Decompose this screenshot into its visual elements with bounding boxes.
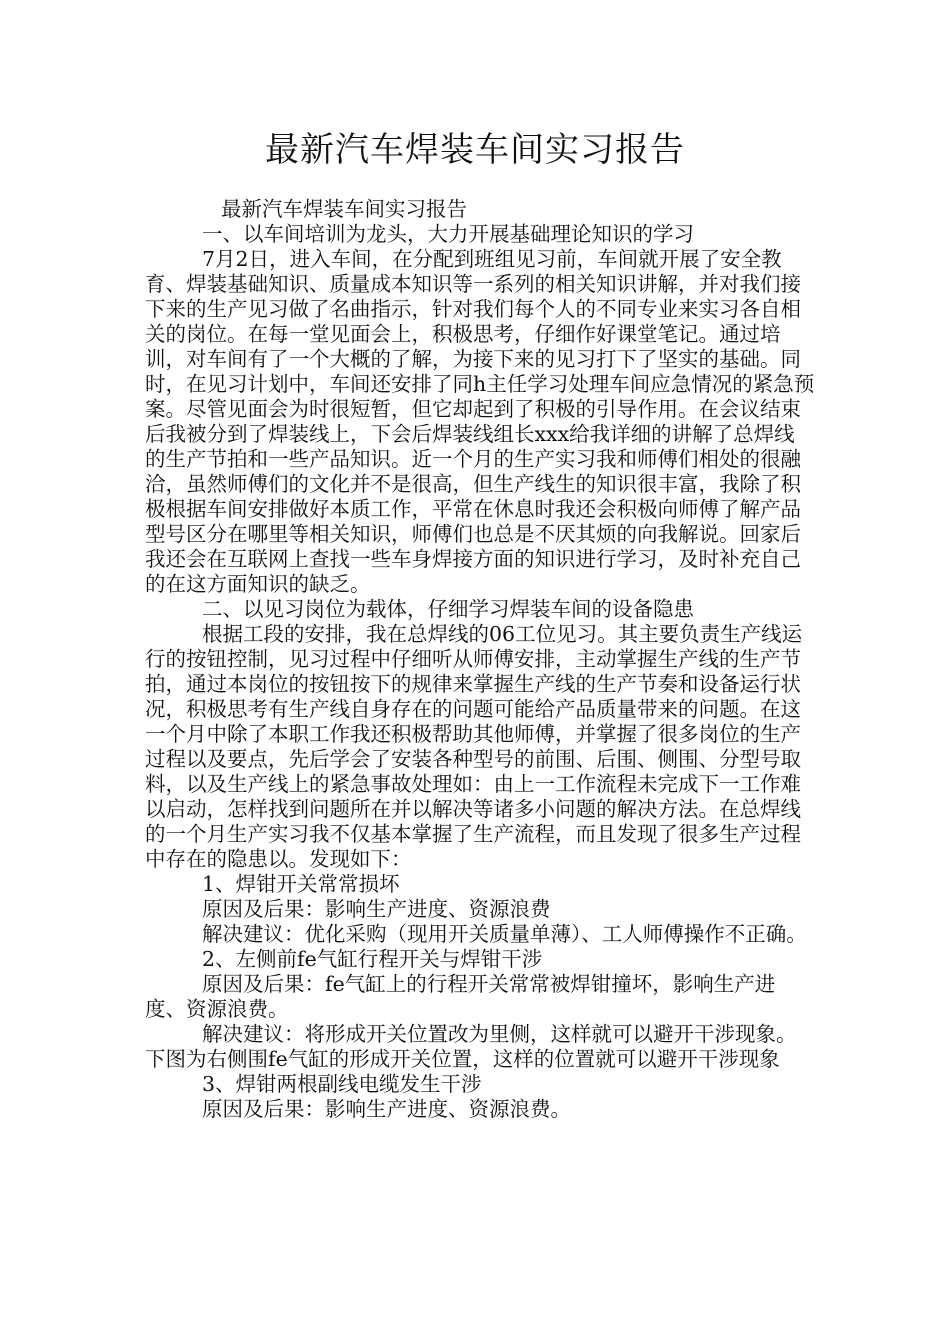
subtitle-paragraph: 最新汽车焊装车间实习报告 xyxy=(221,197,467,221)
issue-suggestion-1: 解决建议：优化采购（现用开关质量单薄）、工人师傅操作不正确。 xyxy=(202,922,807,946)
issue-heading-2: 2、左侧前fe气缸行程开关与焊钳干涉 xyxy=(202,947,543,971)
body-paragraph: 7月2日，进入车间，在分配到班组见习前，车间就开展了安全教育、焊装基础知识、质量成本知识等一系列的相关知识讲解，并对我们接下来的生产见习做了名曲指示，针对我们每个人的不同专业来实习各自相关的岗位。在每一堂见面会上，积极思考，仔细作好课堂笔记。通过培训，对车间有了一个大概的了解，为接下来的见习打下了坚实的基础。同时，在见习计划中，车间还安排了同h主任学习处理车间应急情况的紧急预案。尽管见面会为时很短暂，但它却起到了积极的引导作用。在会议结束后我被分到了焊装线上，下会后焊装线组长xxx给我详细的讲解了总焊线的生产节拍和一些产品知识。近一个月的生产实习我和师傅们相处的很融洽，虽然师傅们的文化并不是很高，但生产线生的知识很丰富，我除了积极根据车间安排做好本质工作，平常在休息时我还会积极向师傅了解产品型号区分在哪里等相关知识，师傅们也总是不厌其烦的向我解说。回家后我还会在互联网上查找一些车身焊接方面的知识进行学习，及时补充自己的在这方面知识的缺乏。 xyxy=(145,247,815,596)
issue-cause-3: 原因及后果：影响生产进度、资源浪费。 xyxy=(202,1097,571,1121)
issue-suggestion-2: 解决建议：将形成开关位置改为里侧，这样就可以避开干涉现象。下图为右侧围fe气缸的形成开关位置，这样的位置就可以避开干涉现象 xyxy=(145,1022,797,1071)
issue-heading-3: 3、焊钳两根副线电缆发生干涉 xyxy=(202,1072,482,1096)
issue-cause-2: 原因及后果：fe气缸上的行程开关常常被焊钳撞坏，影响生产进度、资源浪费。 xyxy=(145,972,776,1021)
issue-cause-1: 原因及后果：影响生产进度、资源浪费 xyxy=(202,897,551,921)
body-paragraph: 根据工段的安排，我在总焊线的06工位见习。其主要负责生产线运行的按钮控制，见习过程中仔细听从师傅安排，主动掌握生产线的生产节拍，通过本岗位的按钮按下的规律来掌握生产线的生产节奏和设备运行状况，积极思考有生产线自身存在的问题可能给产品质量带来的问题。在这一个月中除了本职工作我还积极帮助其他师傅，并掌握了很多岗位的生产过程以及要点，先后学会了安装各种型号的前围、后围、侧围、分型号取料，以及生产线上的紧急事故处理如：由上一工作流程未完成下一工作难以启动，怎样找到问题所在并以解决等诸多小问题的解决方法。在总焊线的一个月生产实习我不仅基本掌握了生产流程，而且发现了很多生产过程中存在的隐患以。发现如下： xyxy=(145,622,803,871)
section-heading-2: 二、以见习岗位为载体，仔细学习焊装车间的设备隐患 xyxy=(202,597,694,621)
issue-heading-1: 1、焊钳开关常常损坏 xyxy=(202,872,400,896)
section-heading-1: 一、以车间培训为龙头，大力开展基础理论知识的学习 xyxy=(202,222,694,246)
page-title: 最新汽车焊装车间实习报告 xyxy=(265,130,685,170)
document-body xyxy=(145,197,815,1122)
